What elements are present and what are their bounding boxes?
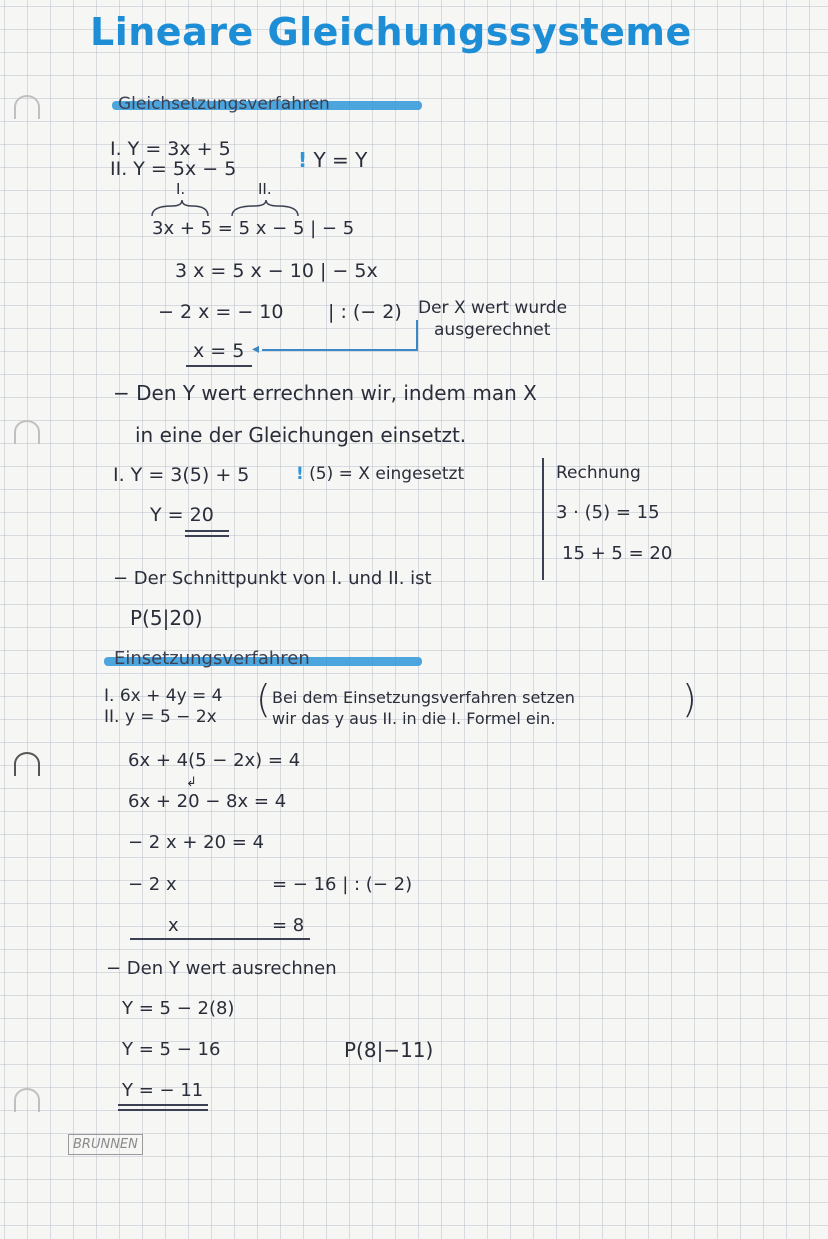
explanation-2: in eine der Gleichungen einsetzt.: [135, 423, 467, 447]
intersection-1: − Der Schnittpunkt von I. und II. ist: [113, 568, 432, 589]
binder-hole: [14, 1088, 40, 1112]
substitution-note-text: (5) = X eingesetzt: [309, 464, 465, 484]
equality-note: [298, 150, 367, 170]
page-title: Lineare Gleichungssysteme: [90, 10, 692, 54]
method-note-1: Bei dem Einsetzungsverfahren setzen: [272, 688, 575, 707]
equation-1: I. Y = 3x + 5: [110, 138, 231, 160]
sub-step-4: − 2 x: [128, 874, 177, 895]
substitution-note: [296, 466, 464, 483]
method-note-2: wir das y aus II. in die I. Formel ein.: [272, 709, 556, 728]
substitution-2: Y = 20: [150, 504, 214, 526]
calc-title: Rechnung: [556, 463, 641, 483]
section-heading-gleichsetzung: Gleichsetzungsverfahren: [118, 94, 330, 114]
x-result: x = 5: [193, 340, 245, 362]
step-1: 3x + 5 = 5 x − 5 | − 5: [152, 218, 355, 239]
section-heading-einsetzung: Einsetzungsverfahren: [114, 648, 310, 669]
y-heading: − Den Y wert ausrechnen: [106, 958, 337, 979]
brace-icon: [150, 198, 320, 218]
y-final-underline-2: [118, 1109, 208, 1111]
brand-logo: BRUNNEN: [68, 1134, 143, 1155]
equation-2b: II. y = 5 − 2x: [104, 707, 217, 727]
sub-step-5-rhs: = 8: [272, 915, 305, 936]
method-note-close: ): [682, 677, 697, 721]
calc-line-2: 15 + 5 = 20: [562, 543, 673, 564]
explanation-1: − Den Y wert errechnen wir, indem man X: [113, 381, 537, 405]
y-step-1: Y = 5 − 2(8): [122, 998, 235, 1019]
final-point: P(8|−11): [344, 1038, 434, 1062]
y-final-underline: [118, 1104, 208, 1106]
x-note-2: ausgerechnet: [434, 320, 551, 340]
sub-step-1: 6x + 4(5 − 2x) = 4: [128, 750, 301, 771]
y-step-2: Y = 5 − 16: [122, 1039, 221, 1060]
calc-line-1: 3 · (5) = 15: [556, 502, 660, 523]
y-result-underline: [185, 530, 229, 532]
sub-step-5: x: [168, 915, 179, 936]
brace-label-II: II.: [258, 180, 272, 198]
x-result-underline-b: [130, 938, 310, 940]
x-note-1: Der X wert wurde: [418, 298, 568, 318]
arrow-line: [262, 349, 418, 351]
intersection-2: P(5|20): [130, 606, 203, 630]
arrow-head-icon: ◂: [252, 341, 260, 357]
step-3-operation: | : (− 2): [328, 301, 402, 323]
calc-divider: [542, 458, 544, 580]
sub-step-3: − 2 x + 20 = 4: [128, 832, 265, 853]
step-3: − 2 x = − 10: [158, 301, 284, 323]
y-step-3: Y = − 11: [122, 1080, 204, 1101]
equation-1b: I. 6x + 4y = 4: [104, 686, 223, 706]
equality-note-text: Y = Y: [313, 148, 368, 172]
exclamation-icon: !: [296, 464, 304, 484]
sub-step-4-rhs: = − 16 | : (− 2): [272, 874, 413, 895]
brace-label-I: I.: [176, 180, 186, 198]
method-note-open: (: [256, 677, 271, 721]
substitution-1: I. Y = 3(5) + 5: [113, 464, 250, 486]
x-result-underline: [186, 365, 252, 367]
equation-2: II. Y = 5x − 5: [110, 158, 237, 180]
binder-hole: [14, 420, 40, 444]
sub-step-2: 6x + 20 − 8x = 4: [128, 791, 287, 812]
curved-arrow-icon: ↲: [186, 775, 197, 790]
binder-hole: [14, 95, 40, 119]
arrow-line-vertical: [416, 320, 418, 350]
y-result-underline-2: [185, 535, 229, 537]
binder-hole: [14, 752, 40, 776]
exclamation-icon: !: [298, 148, 308, 172]
step-2: 3 x = 5 x − 10 | − 5x: [175, 260, 378, 282]
